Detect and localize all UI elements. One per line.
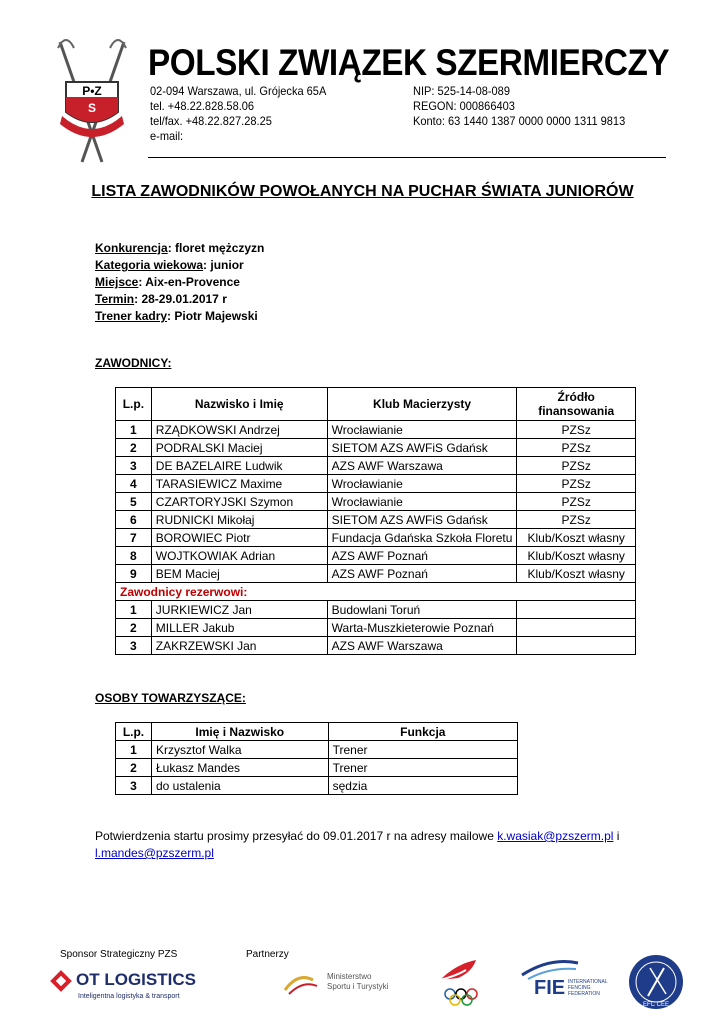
athlete-row (116, 547, 636, 565)
cell-lp: 3 (116, 777, 152, 795)
cell-lp: 4 (116, 475, 152, 493)
staff-section-label: OSOBY TOWARZYSZĄCE: (95, 691, 246, 705)
col-club: Klub Macierzysty (327, 388, 517, 421)
cell-lp: 7 (116, 529, 152, 547)
cell-lp: 1 (116, 741, 152, 759)
logo-text-bottom: S (87, 101, 97, 115)
athlete-row (116, 421, 636, 439)
partners-label: Partnerzy (246, 949, 289, 960)
cell-funding (517, 601, 636, 619)
info-discipline: Konkurencja: floret mężczyzn (95, 241, 265, 255)
cell-funding: PZSz (517, 475, 636, 493)
athlete-row (116, 475, 636, 493)
col-lp: L.p. (116, 388, 152, 421)
cell-funding: Klub/Koszt własny (517, 565, 636, 583)
cell-funding: PZSz (517, 439, 636, 457)
cell-club: Fundacja Gdańska Szkoła Floretu (327, 529, 517, 547)
cell-lp: 2 (116, 619, 152, 637)
athlete-row (116, 511, 636, 529)
cell-name: PODRALSKI Maciej (151, 439, 327, 457)
ministry-line1: Ministerstwo (327, 972, 372, 981)
sponsor-label: Sponsor Strategiczny PZS (60, 949, 178, 960)
cell-club: SIETOM AZS AWFiS Gdańsk (327, 439, 517, 457)
cell-name: WOJTKOWIAK Adrian (151, 547, 327, 565)
staff-row (116, 741, 518, 759)
sponsor-name: OT LOGISTICS (76, 970, 196, 989)
ministry-swoosh-icon (283, 970, 323, 998)
cell-club: Warta-Muszkieterowie Poznań (327, 619, 517, 637)
email-link-wasiak[interactable]: k.wasiak@pzszerm.pl (497, 829, 614, 843)
cell-lp: 3 (116, 637, 152, 655)
registration-block (413, 84, 625, 129)
info-coach: Trener kadry: Piotr Majewski (95, 309, 258, 323)
col-funding: Źródło finansowania (517, 388, 636, 421)
cell-club: AZS AWF Warszawa (327, 637, 517, 655)
address-line: 02-094 Warszawa, ul. Grójecka 65A (150, 84, 327, 98)
ministry-line2: Sportu i Turystyki (327, 982, 389, 991)
cell-lp: 2 (116, 759, 152, 777)
cell-funding: Klub/Koszt własny (517, 529, 636, 547)
cell-name: DE BAZELAIRE Ludwik (151, 457, 327, 475)
confirmation-note: Potwierdzenia startu prosimy przesyłać do 09.01.2017 r na adresy mailowe k.wasiak@pzszerm.pl i l.mandes@pzszerm.pl (95, 829, 620, 860)
cell-club: Budowlani Toruń (327, 601, 517, 619)
cell-name: MILLER Jakub (151, 619, 327, 637)
cell-name: Krzysztof Walka (151, 741, 328, 759)
info-date: Termin: 28-29.01.2017 r (95, 292, 227, 306)
cell-lp: 1 (116, 421, 152, 439)
sponsor-tagline: Inteligentna logistyka & transport (78, 993, 180, 1000)
cell-name: JURKIEWICZ Jan (151, 601, 327, 619)
phone-line: tel. +48.22.828.58.06 (150, 99, 255, 113)
reserve-label-row (116, 583, 636, 601)
cell-name: ZAKRZEWSKI Jan (151, 637, 327, 655)
athlete-row (116, 439, 636, 457)
athlete-row (116, 457, 636, 475)
cell-funding (517, 637, 636, 655)
staff-row (116, 777, 518, 795)
cell-lp: 8 (116, 547, 152, 565)
staff-table (115, 722, 518, 795)
athlete-row (116, 529, 636, 547)
cell-function: Trener (328, 759, 517, 777)
cell-club: AZS AWF Warszawa (327, 457, 517, 475)
address-block (150, 84, 326, 144)
fie-subtitle: INTERNATIONAL FENCING FEDERATION (568, 979, 608, 997)
info-place: Miejsce: Aix-en-Provence (95, 275, 240, 289)
reserve-label: Zawodnicy rezerwowi: (116, 583, 636, 601)
cell-club: AZS AWF Poznań (327, 565, 517, 583)
cell-lp: 5 (116, 493, 152, 511)
event-info (95, 240, 264, 325)
athletes-section-label: ZAWODNICY: (95, 356, 172, 370)
cell-lp: 2 (116, 439, 152, 457)
cell-name: CZARTORYJSKI Szymon (151, 493, 327, 511)
fax-line: tel/fax. +48.22.827.28.25 (150, 114, 272, 128)
cell-name: BOROWIEC Piotr (151, 529, 327, 547)
cell-funding: PZSz (517, 421, 636, 439)
reserve-row (116, 619, 636, 637)
col-name: Imię i Nazwisko (151, 723, 328, 741)
col-lp: L.p. (116, 723, 152, 741)
cell-club: AZS AWF Poznań (327, 547, 517, 565)
cell-name: RZĄDKOWSKI Andrzej (151, 421, 327, 439)
regon-line: REGON: 000866403 (413, 99, 515, 113)
reserve-row (116, 601, 636, 619)
reserve-row (116, 637, 636, 655)
nip-line: NIP: 525-14-08-089 (413, 84, 510, 98)
cell-funding (517, 619, 636, 637)
cell-name: Łukasz Mandes (151, 759, 328, 777)
info-category: Kategoria wiekowa: junior (95, 258, 244, 272)
cell-club: SIETOM AZS AWFiS Gdańsk (327, 511, 517, 529)
fie-logo (520, 957, 620, 1002)
staff-row (116, 759, 518, 777)
cell-name: BEM Maciej (151, 565, 327, 583)
document-title: LISTA ZAWODNIKÓW POWOŁANYCH NA PUCHAR ŚWIATA JUNIORÓW (91, 183, 634, 200)
fie-name: FIE (534, 977, 566, 999)
cell-lp: 3 (116, 457, 152, 475)
cell-lp: 9 (116, 565, 152, 583)
cell-lp: 6 (116, 511, 152, 529)
athletes-header-row (116, 388, 636, 421)
cell-lp: 1 (116, 601, 152, 619)
cell-funding: Klub/Koszt własny (517, 547, 636, 565)
athletes-table (115, 387, 636, 655)
cell-club: Wrocławianie (327, 421, 517, 439)
org-name: POLSKI ZWIĄZEK SZERMIERCZY (148, 42, 670, 83)
cell-funding: PZSz (517, 493, 636, 511)
staff-header-row (116, 723, 518, 741)
efc-logo (628, 954, 684, 1010)
cell-club: Wrocławianie (327, 493, 517, 511)
account-line: Konto: 63 1440 1387 0000 0000 1311 9813 (413, 114, 626, 128)
pzs-logo (52, 32, 132, 170)
efc-name: EFC CEE (642, 1002, 670, 1008)
col-name: Nazwisko i Imię (151, 388, 327, 421)
email-link-mandes[interactable]: l.mandes@pzszerm.pl (95, 846, 214, 860)
ot-logistics-icon (50, 970, 72, 992)
cell-function: Trener (328, 741, 517, 759)
cell-name: do ustalenia (151, 777, 328, 795)
cell-function: sędzia (328, 777, 517, 795)
cell-funding: PZSz (517, 511, 636, 529)
cell-name: TARASIEWICZ Maxime (151, 475, 327, 493)
cell-name: RUDNICKI Mikołaj (151, 511, 327, 529)
athlete-row (116, 565, 636, 583)
email-line: e-mail: (150, 129, 184, 143)
athlete-row (116, 493, 636, 511)
olympic-committee-logo (436, 956, 486, 1008)
cell-club: Wrocławianie (327, 475, 517, 493)
logo-text-top: P•Z (82, 84, 102, 98)
cell-funding: PZSz (517, 457, 636, 475)
col-function: Funkcja (328, 723, 517, 741)
header-divider (148, 157, 666, 158)
